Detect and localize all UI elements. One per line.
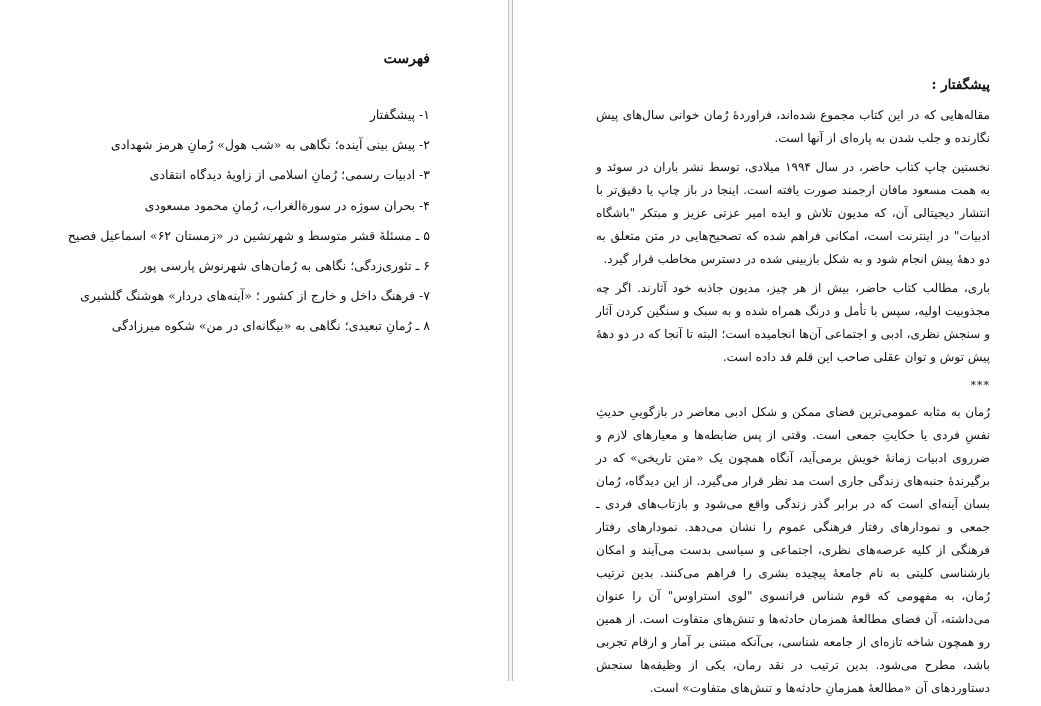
toc-item-5: ۵ ـ مسئلهٔ قشر متوسط و شهرنشین در «زمستان ۶۲» اسماعیل فصیح [67, 227, 430, 243]
toc-item-7: ۷- فرهنگ داخل و خارج از کشور ؛ «آینه‌های دردار» هوشنگ گلشیری [80, 288, 430, 304]
foreword-paragraph-3: باری، مطالب کتاب حاضر، بیش از هر چیز، مدیون جاذبه خود آثارند. اگر چه مجذوبیت اولیه، سپس با تأمل و درنگ همراه شده و به سبک و سنگین کردن آثار و سنجش نظری، ادبی و اجتماعی آن‌ها انجامیده است؛ البته تا آنجا که در دو دههٔ پیش توش و توان عقلی صاحب این قلم قد داده است. [596, 281, 990, 364]
foreword-page [596, 70, 990, 706]
foreword-paragraph-4: رُمان به مثابه عمومی‌ترین فضای ممکن و شکل ادبی معاصر در بازگوییِ حدیثِ نفسِ فردی یا حکایتِ جمعی است. وقتی از پس ضابطه‌ها و معیارهای لازم و ضرروی ادبیات زمانهٔ خویش برمی‌آید، آنگاه همچون یک «متن تاریخی» که در برگیرندهٔ جنبه‌های زندگی جاری است مد نظر قرار می‌گیرد. از این دیدگاه، رُمان بسان آینه‌ای است که در برابر گذر زندگی واقع می‌شود و بازتاب‌های فردی ـ جمعی و نمودارهای رفتار فرهنگی عموم را نشان می‌دهد. نمودارهای رفتار فرهنگی از کلیه عرصه‌های نظری، اجتماعی و سیاسی بدست می‌آیند و امکان بازشناسی کلیتی به نام جامعهٔ پیچیده بشری را فراهم می‌کنند. بدین ترتیب رُمان، به مفهومی که قوم شناس فرانسوی "لوی استراوس" آن را عنوان می‌داشته، آن فضای مطالعهٔ همزمان حادثه‌ها و تنش‌های متفاوت است. از همین رو همچون شاخه تازه‌ای از جامعه شناسی، بی‌آنکه مبتنی بر آمار و ارقام تجربی باشد، مطرح می‌شود. بدین ترتیب در نقد رمان، یکی از وظیفه‌ها سنجش دستاوردهای آن «مطالعهٔ همزمانِ حادثه‌ها و تنش‌های متفاوت» است. [596, 405, 990, 695]
foreword-paragraph-2: نخستین چاپ کتاب حاضر، در سال ۱۹۹۴ میلادی، توسط نشر باران در سوئد و به همت مسعود مافان ارجمند صورت یافته است. اینجا در باز چاپ یا دقیق‌تر با انتشار دیجیتالی آن، که مدیون تلاش و ایده امیر عزتی عزیز و مبتکر "باشگاه ادبیات" در اینترنت است، امکانی فراهم شده که تصحیح‌هایی در متن متعلق به دو دههٔ پیش انجام شود و به شکل بازبینی شده در دسترس مخاطب قرار گیرد. [596, 160, 990, 266]
toc-title: فهرست [383, 51, 430, 67]
foreword-paragraph-1: مقاله‌هایی که در این کتاب مجموع شده‌اند، فراوردهٔ رُمان خوانی سال‌های پیش نگارنده و جلب شدن به پاره‌ای از آنها است. [596, 108, 990, 145]
toc-item-6: ۶ ـ تئوری‌زدگی؛ نگاهی به رُمان‌های شهرنوش پارسی پور [140, 257, 430, 273]
toc-item-1: ۱- پیشگفتار [369, 107, 430, 122]
toc-page [67, 46, 430, 348]
toc-item-3: ۳- ادبیات رسمی؛ رُمانِ اسلامی از زاویهٔ دیدگاه انتقادی [149, 167, 430, 183]
section-separator: *** [970, 379, 990, 392]
toc-item-2: ۲- پیش بینی آینده؛ نگاهی به «شب هول» رُمانِ هرمز شهدادی [110, 137, 430, 153]
toc-item-8: ۸ ـ رُمانِ تبعیدی؛ نگاهی به «بیگانه‌ای در من» شکوه میرزادگی [111, 318, 430, 334]
toc-item-4: ۴- بحران سوژه در سورةالغراب، رُمانِ محمود مسعودی [144, 197, 430, 213]
toc-list [67, 106, 430, 335]
foreword-heading: پیشگفتار : [931, 77, 990, 93]
page-gutter [508, 0, 513, 681]
